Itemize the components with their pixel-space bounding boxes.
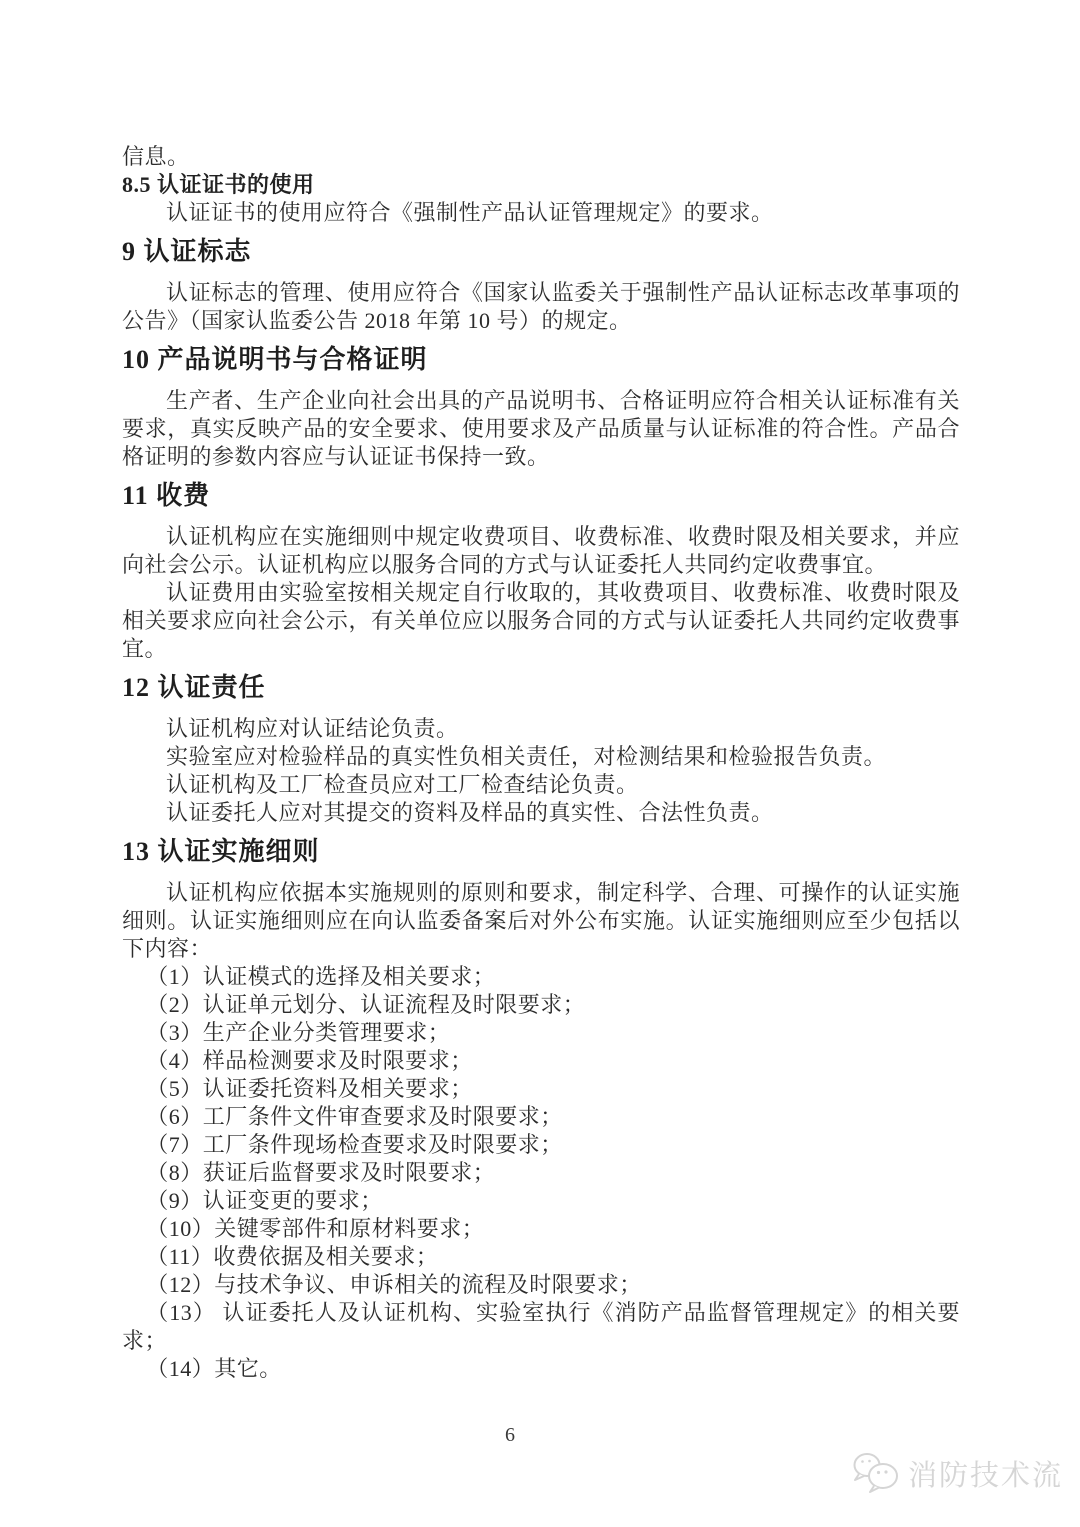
list-item: （11）收费依据及相关要求； [146, 1244, 439, 1269]
list-item: （3）生产企业分类管理要求； [146, 1020, 451, 1045]
paragraph: 生产者、生产企业向社会出具的产品说明书、合格证明应符合相关认证标准有关要求，真实反映产品的安全要求、使用要求及产品质量与认证标准的符合性。产品合格证明的参数内容应与认证证书保持一致。 [122, 388, 960, 469]
watermark [852, 1452, 1063, 1494]
list-item: （7）工厂条件现场检查要求及时限要求； [146, 1132, 563, 1157]
paragraph: 认证标志的管理、使用应符合《国家认监委关于强制性产品认证标志改革事项的公告》（国家认监委公告 2018 年第 10 号）的规定。 [122, 280, 960, 333]
list-item: （9）认证变更的要求； [146, 1188, 383, 1213]
paragraph: 认证机构应在实施细则中规定收费项目、收费标准、收费时限及相关要求，并应向社会公示。认证机构应以服务合同的方式与认证委托人共同约定收费事宜。 [122, 524, 960, 577]
section-heading: 9 认证标志 [122, 237, 252, 266]
paragraph: 实验室应对检验样品的真实性负相关责任，对检测结果和检验报告负责。 [166, 744, 887, 769]
page-number: 6 [505, 1424, 515, 1446]
wechat-icon [852, 1452, 902, 1494]
section-heading: 10 产品说明书与合格证明 [122, 345, 428, 374]
subsection-heading: 8.5 认证证书的使用 [122, 172, 315, 197]
list-item: （13） 认证委托人及认证机构、实验室执行《消防产品监督管理规定》的相关要求； [122, 1300, 960, 1353]
list-item: （12）与技术争议、申诉相关的流程及时限要求； [146, 1272, 642, 1297]
paragraph: 认证委托人应对其提交的资料及样品的真实性、合法性负责。 [166, 800, 774, 825]
watermark-text: 消防技术流 [908, 1459, 1064, 1492]
list-item: （8）获证后监督要求及时限要求； [146, 1160, 496, 1185]
paragraph: 认证费用由实验室按相关规定自行收取的，其收费项目、收费标准、收费时限及相关要求应向社会公示，有关单位应以服务合同的方式与认证委托人共同约定收费事宜。 [122, 580, 960, 661]
list-item: （10）关键零部件和原材料要求； [146, 1216, 485, 1241]
paragraph: 信息。 [122, 144, 190, 169]
list-item: （2）认证单元划分、认证流程及时限要求； [146, 992, 586, 1017]
paragraph: 认证机构应依据本实施规则的原则和要求，制定科学、合理、可操作的认证实施细则。认证实施细则应在向认监委备案后对外公布实施。认证实施细则应至少包括以下内容： [122, 880, 960, 961]
paragraph: 认证证书的使用应符合《强制性产品认证管理规定》的要求。 [166, 200, 774, 225]
paragraph: 认证机构应对认证结论负责。 [166, 716, 459, 741]
list-item: （5）认证委托资料及相关要求； [146, 1076, 473, 1101]
document-body [122, 143, 960, 1383]
list-item: （6）工厂条件文件审查要求及时限要求； [146, 1104, 563, 1129]
section-heading: 11 收费 [122, 481, 211, 510]
list-item: （14）其它。 [146, 1356, 282, 1381]
section-heading: 12 认证责任 [122, 673, 266, 702]
list-item: （1）认证模式的选择及相关要求； [146, 964, 496, 989]
paragraph: 认证机构及工厂检查员应对工厂检查结论负责。 [166, 772, 639, 797]
section-heading: 13 认证实施细则 [122, 837, 320, 866]
list-item: （4）样品检测要求及时限要求； [146, 1048, 473, 1073]
